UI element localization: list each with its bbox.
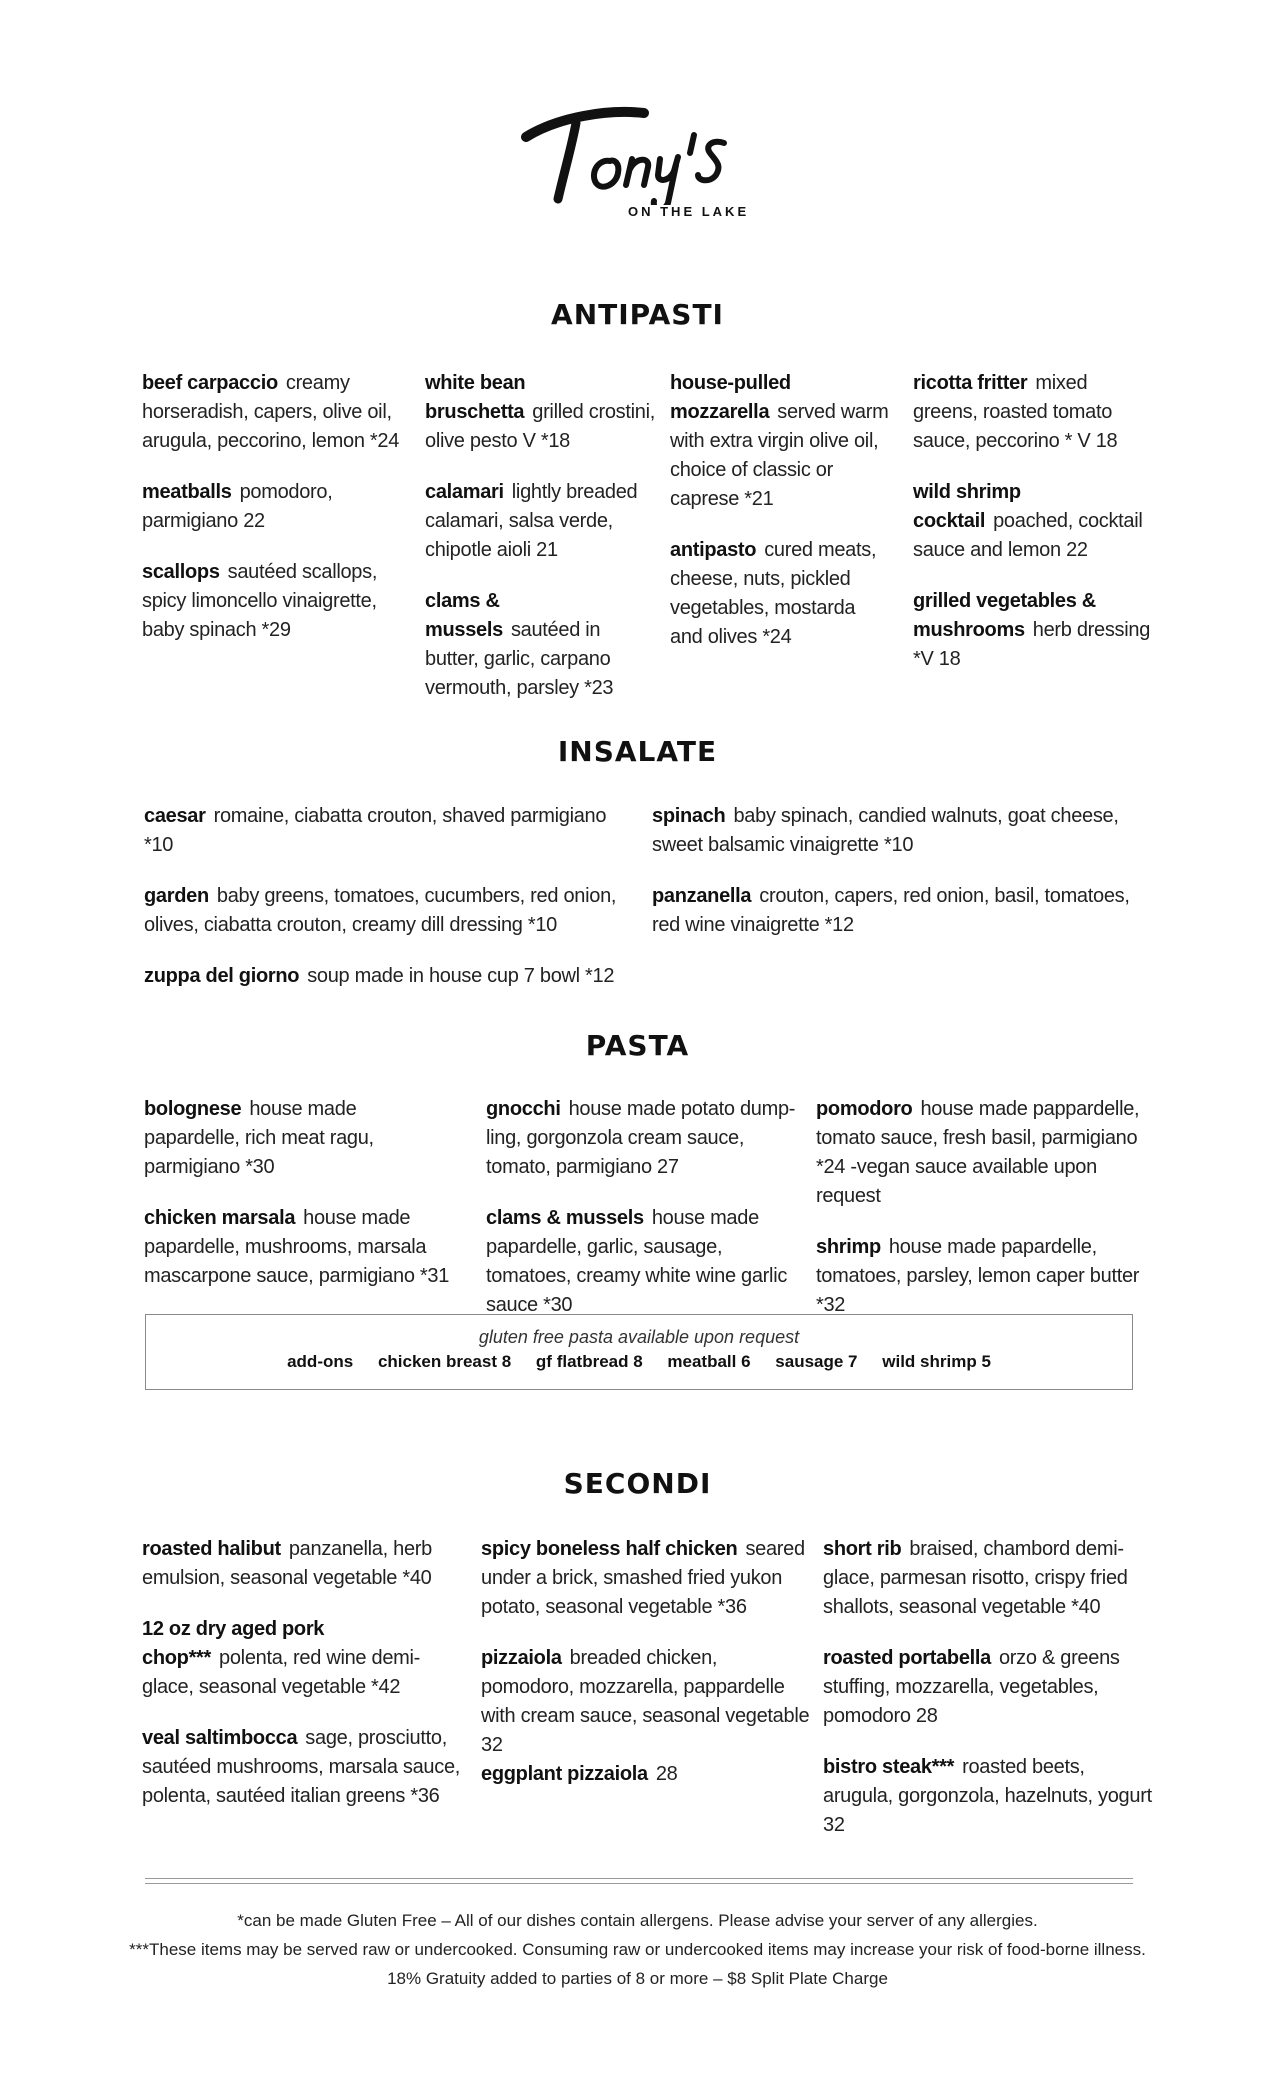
addon-item: sausage 7 <box>775 1352 858 1371</box>
footer-line: 18% Gratuity added to parties of 8 or more – $8 Split Plate Charge <box>387 1969 888 1988</box>
menu-item: ricotta fritter mixed greens, roasted tomato sauce, peccorino * V 18 <box>913 372 1118 452</box>
menu-item: zuppa del giorno soup made in house cup 7 bowl *12 <box>144 965 615 987</box>
menu-item: meatballs pomodoro, parmigiano 22 <box>142 481 333 532</box>
addon-item: meatball 6 <box>667 1352 751 1371</box>
menu-item: shrimp house made papardelle, tomatoes, parsley, lemon caper butter *32 <box>816 1236 1140 1316</box>
addon-item: chicken breast 8 <box>377 1352 512 1371</box>
section-title-pasta: PASTA <box>585 1029 690 1062</box>
menu-item: gnocchi house made potato dump-ling, gorgonzola cream sauce, tomato, parmigiano 27 <box>486 1098 796 1178</box>
menu-item: pomodoro house made pappardelle, tomato sauce, fresh basil, parmigiano *24 -vegan sauce available upon request <box>816 1098 1140 1207</box>
menu-item: house-pulled mozzarella served warm with extra virgin olive oil, choice of classic or caprese *21 <box>670 372 889 510</box>
antipasti-column-1 <box>142 369 402 667</box>
antipasti-column-4 <box>913 369 1153 696</box>
menu-item: bistro steak*** roasted beets, arugula, gorgonzola, hazelnuts, yogurt 32 <box>823 1756 1152 1836</box>
menu-item: white bean bruschetta grilled crostini, olive pesto V *18 <box>425 372 655 452</box>
menu-item: caesar romaine, ciabatta crouton, shaved parmigiano *10 <box>144 805 607 856</box>
footer-line: *can be made Gluten Free – All of our dishes contain allergens. Please advise your server of any allergies. <box>237 1911 1038 1930</box>
antipasti-column-3 <box>670 369 890 674</box>
menu-item: garden baby greens, tomatoes, cucumbers, red onion, olives, ciabatta crouton, creamy dill dressing *10 <box>144 885 617 936</box>
menu-item: chicken marsala house made papardelle, mushrooms, marsala mascarpone sauce, parmigiano *31 <box>144 1207 450 1287</box>
gluten-free-note: gluten free pasta available upon request <box>478 1327 800 1347</box>
addons-label: add-ons <box>287 1352 354 1371</box>
menu-item: panzanella crouton, capers, red onion, basil, tomatoes, red wine vinaigrette *12 <box>652 885 1130 936</box>
menu-item: beef carpaccio creamy horseradish, capers, olive oil, arugula, peccorino, lemon *24 <box>142 372 400 452</box>
menu-item: 12 oz dry aged pork chop*** polenta, red wine demi-glace, seasonal vegetable *42 <box>142 1618 421 1698</box>
secondi-column-3 <box>823 1535 1153 1862</box>
insalate-column-1 <box>144 802 624 1013</box>
footer-line: ***These items may be served raw or undercooked. Consuming raw or undercooked items may increase your risk of food-borne illness. <box>129 1940 1146 1959</box>
logo-script-mark <box>518 95 758 205</box>
pasta-column-2 <box>486 1095 806 1342</box>
menu-item: clams & mussels sautéed in butter, garlic, carpano vermouth, parsley *23 <box>425 590 614 699</box>
menu-item: pizzaiola breaded chicken, pomodoro, mozzarella, pappardelle with cream sauce, seasonal vegetable 32 <box>481 1647 810 1756</box>
menu-item: wild shrimp cocktail poached, cocktail sauce and lemon 22 <box>913 481 1143 561</box>
logo-tagline: ON THE LAKE <box>628 204 750 219</box>
pasta-notice-box <box>145 1314 1133 1390</box>
menu-item: scallops sautéed scallops, spicy limoncello vinaigrette, baby spinach *29 <box>142 561 378 641</box>
section-title-secondi: SECONDI <box>563 1467 712 1500</box>
menu-item: antipasto cured meats, cheese, nuts, pickled vegetables, mostarda and olives *24 <box>670 539 877 648</box>
secondi-column-2 <box>481 1535 811 1811</box>
menu-item: roasted halibut panzanella, herb emulsion, seasonal vegetable *40 <box>142 1538 432 1589</box>
menu-item: spinach baby spinach, candied walnuts, goat cheese, sweet balsamic vinaigrette *10 <box>652 805 1119 856</box>
menu-item: veal saltimbocca sage, prosciutto, sautéed mushrooms, marsala sauce, polenta, sautéed italian greens *36 <box>142 1727 461 1807</box>
menu-item: bolognese house made papardelle, rich meat ragu, parmigiano *30 <box>144 1098 374 1178</box>
section-title-insalate: INSALATE <box>557 735 718 768</box>
menu-item: clams & mussels house made papardelle, garlic, sausage, tomatoes, creamy white wine garlic sauce *30 <box>486 1207 788 1316</box>
pasta-column-3 <box>816 1095 1156 1342</box>
secondi-column-1 <box>142 1535 462 1833</box>
insalate-column-2 <box>652 802 1132 962</box>
pasta-column-1 <box>144 1095 454 1313</box>
section-title-antipasti: ANTIPASTI <box>551 298 724 331</box>
footer-divider <box>145 1878 1133 1879</box>
antipasti-column-2 <box>425 369 655 725</box>
menu-item: eggplant pizzaiola 28 <box>481 1763 678 1785</box>
footer-divider <box>145 1883 1133 1884</box>
addons-row <box>146 1352 1132 1372</box>
menu-item: grilled vegetables & mushrooms herb dressing *V 18 <box>913 590 1151 670</box>
menu-item: roasted portabella orzo & greens stuffing, mozzarella, vegetables, pomodoro 28 <box>823 1647 1120 1727</box>
addon-item: gf flatbread 8 <box>535 1352 643 1371</box>
menu-item: short rib braised, chambord demi-glace, parmesan risotto, crispy fried shallots, seasonal vegetable *40 <box>823 1538 1128 1618</box>
menu-item: calamari lightly breaded calamari, salsa verde, chipotle aioli 21 <box>425 481 638 561</box>
footer-notes <box>0 1906 1275 1993</box>
addon-item: wild shrimp 5 <box>882 1352 991 1371</box>
menu-item: spicy boneless half chicken seared under a brick, smashed fried yukon potato, seasonal vegetable *36 <box>481 1538 805 1618</box>
